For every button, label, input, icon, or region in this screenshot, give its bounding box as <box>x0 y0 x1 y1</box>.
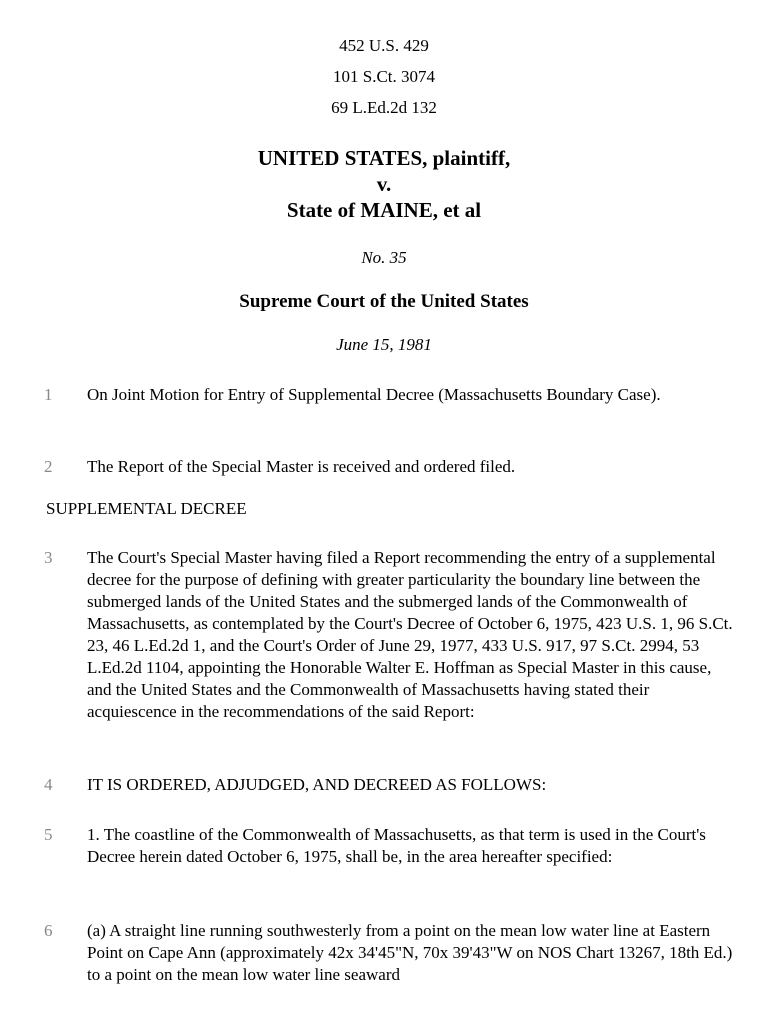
paragraph-text: On Joint Motion for Entry of Supplemental Decree (Massachusetts Boundary Case). <box>87 385 661 404</box>
docket-number: No. 35 <box>361 248 407 267</box>
paragraph-number: 4 <box>44 775 53 794</box>
paragraph-number: 1 <box>44 385 53 404</box>
case-title-plaintiff: UNITED STATES, plaintiff, <box>257 146 511 170</box>
case-title-versus: v. <box>376 172 392 196</box>
paragraph-number: 5 <box>44 825 53 844</box>
paragraph-number: 3 <box>44 548 53 567</box>
paragraph-number: 6 <box>44 921 53 940</box>
paragraph-text: 1. The coastline of the Commonwealth of Massachusetts, as that term is used in the Court's Decree herein dated October 6, 1975, shall be, in the area hereafter specified: <box>87 825 706 866</box>
case-title-defendant: State of MAINE, et al <box>286 198 482 222</box>
paragraph-number: 2 <box>44 457 53 476</box>
decision-date: June 15, 1981 <box>336 335 432 354</box>
paragraph-text: (a) A straight line running southwesterly from a point on the mean low water line at Eastern Point on Cape Ann (approximately 42x 34'45"N, 70x 39'43"W on NOS Chart 13267, 18th Ed.) to a point on the mean low water line seaward <box>87 921 733 984</box>
paragraph-text: The Court's Special Master having filed a Report recommending the entry of a supplemental decree for the purpose of defining with greater particularity the boundary line between the submerged lands of the United States and the submerged lands of the Commonwealth of Massachusetts, as contemplated by the Court's Decree of October 6, 1975, 423 U.S. 1, 96 S.Ct. 23, 46 L.Ed.2d 1, and the Court's Order of June 29, 1977, 433 U.S. 917, 97 S.Ct. 2994, 53 L.Ed.2d 1104, appointing the Honorable Walter E. Hoffman as Special Master in this cause, and the United States and the Commonwealth of Massachusetts having stated their acquiescence in the recommendations of the said Report: <box>87 548 733 721</box>
paragraph-text: The Report of the Special Master is received and ordered filed. <box>87 457 516 476</box>
court-name: Supreme Court of the United States <box>239 291 529 312</box>
citation-lawyers-edition: 69 L.Ed.2d 132 <box>331 98 437 117</box>
citation-supreme-court-reporter: 101 S.Ct. 3074 <box>332 67 436 86</box>
case-title <box>0 145 768 223</box>
paragraph-text: IT IS ORDERED, ADJUDGED, AND DECREED AS FOLLOWS: <box>87 775 547 794</box>
section-heading: SUPPLEMENTAL DECREE <box>46 499 247 518</box>
citation-us-reports: 452 U.S. 429 <box>339 36 429 55</box>
